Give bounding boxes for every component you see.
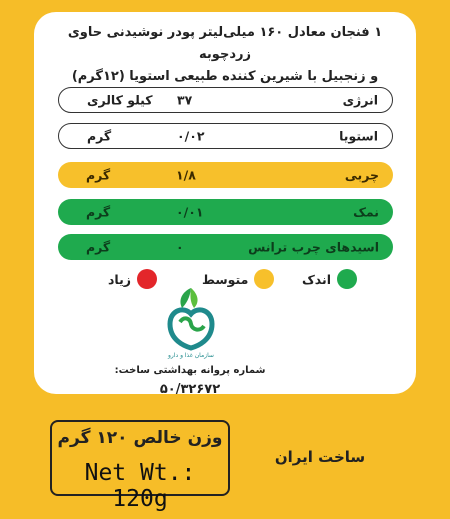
serving-line-1: ۱ فنجان معادل ۱۶۰ میلی‌لیتر پودر نوشیدنی حاوی زردچوبه	[67, 25, 383, 62]
net-weight-box	[50, 420, 230, 512]
nutrient-value: ۳۷	[177, 92, 193, 108]
nutrient-value: ۱/۸	[176, 167, 196, 183]
nutrient-unit: گرم	[87, 128, 112, 144]
serving-description	[44, 22, 406, 88]
nutrient-value: ۰/۰۲	[177, 128, 205, 144]
nutrient-row-energy	[58, 87, 393, 113]
nutrient-label: استویا	[339, 128, 378, 144]
nutrient-value: ۰	[176, 239, 184, 255]
nutrient-row-fat	[58, 162, 393, 188]
legend-high-label: زیاد	[108, 271, 131, 287]
net-weight-fa: وزن خالص ۱۲۰ گرم	[57, 428, 223, 448]
nutrient-unit: گرم	[86, 167, 111, 183]
nutrient-unit: گرم	[86, 239, 111, 255]
nutrient-label: اسیدهای چرب ترانس	[248, 239, 379, 255]
made-in-label: ساخت ایران	[274, 448, 366, 466]
nutrient-unit: کیلو کالری	[87, 92, 153, 108]
legend-low	[302, 268, 357, 290]
nutrient-value: ۰/۰۱	[176, 204, 204, 220]
legend-low-label: اندک	[302, 271, 331, 287]
nutrient-label: چربی	[344, 167, 379, 183]
health-license-number: ۵۰/۳۲۶۷۲	[159, 382, 221, 397]
nutrient-row-stevia	[58, 123, 393, 149]
amber-dot-icon	[254, 269, 274, 289]
nutrient-row-salt	[58, 199, 393, 225]
net-weight-en: Net Wt.: 120g	[84, 460, 196, 512]
health-license-label: شماره پروانه بهداشتی ساخت:	[114, 365, 266, 376]
legend-medium-label: متوسط	[202, 271, 249, 287]
nutrient-label: نمک	[353, 204, 379, 220]
green-dot-icon	[337, 269, 357, 289]
logo-caption: سازمان غذا و دارو	[168, 352, 214, 359]
nutrient-row-trans-fat	[58, 234, 393, 260]
legend-high	[108, 268, 157, 290]
red-dot-icon	[137, 269, 157, 289]
nutrient-label: انرژی	[342, 92, 378, 108]
serving-line-2: و زنجبیل با شیرین کننده طبیعی استویا (۱۲گرم)	[71, 69, 379, 84]
nutrient-unit: گرم	[86, 204, 111, 220]
